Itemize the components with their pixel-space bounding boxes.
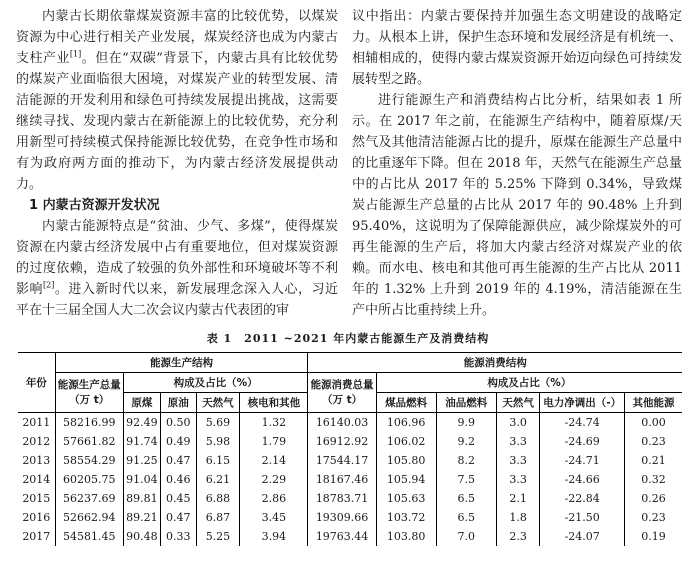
table-cell: 92.49: [123, 413, 160, 433]
table-cell: 52662.94: [55, 508, 123, 527]
col-header-consumption-4: 其他能源: [624, 393, 682, 413]
table-cell: -24.07: [540, 527, 624, 546]
table-caption: 表 1 2011 ~2021 年内蒙古能源生产及消费结构: [206, 332, 490, 345]
table-row: [18, 527, 682, 546]
table-cell: 6.21: [196, 470, 240, 489]
table-cell: 105.94: [376, 470, 436, 489]
table-cell: 6.87: [196, 508, 240, 527]
table-cell: 91.25: [123, 451, 160, 470]
table-cell: 106.96: [376, 413, 436, 433]
table-cell: 105.63: [376, 489, 436, 508]
table-cell: 58554.29: [55, 451, 123, 470]
table-cell: 2014: [22, 473, 51, 486]
table-cell: 0.00: [624, 413, 682, 433]
table-cell: 2012: [22, 435, 51, 448]
table-cell: 91.04: [123, 470, 160, 489]
table-cell: 0.32: [624, 470, 682, 489]
header-production-total: 能源生产总量（万 t）: [55, 373, 123, 413]
table-cell: 0.45: [160, 489, 196, 508]
table-cell: 2.3: [496, 527, 540, 546]
citation-ref[interactable]: [2]: [43, 280, 55, 290]
right-column: [352, 6, 682, 321]
col-header-production-0: 原煤: [123, 393, 160, 413]
table-cell: 2011: [22, 416, 51, 429]
table-cell: 1.79: [240, 432, 308, 451]
table-cell: 16140.03: [308, 413, 376, 433]
energy-table: [18, 352, 682, 546]
table-cell: 105.80: [376, 451, 436, 470]
table-cell: 0.49: [160, 432, 196, 451]
table-cell: 0.46: [160, 470, 196, 489]
right-paragraph-1: 议中指出：内蒙古要保持并加强生态文明建设的战略定力。从根本上讲，保护生态环境和发展经济是有机统一、相辅相成的，使得内蒙古煤炭资源开始迈向绿色可持续发展转型之路。: [352, 9, 682, 87]
table-cell: 0.23: [624, 432, 682, 451]
table-cell: 3.3: [496, 432, 540, 451]
table-body: [18, 413, 682, 547]
table-cell: 3.94: [240, 527, 308, 546]
table-cell: 17544.17: [308, 451, 376, 470]
table-cell: 2.1: [496, 489, 540, 508]
table-cell: 6.5: [436, 508, 496, 527]
table-cell: 89.21: [123, 508, 160, 527]
table-cell: 18167.46: [308, 470, 376, 489]
table-cell: 58216.99: [55, 413, 123, 433]
table-cell: 1.8: [496, 508, 540, 527]
table-row: [18, 489, 682, 508]
table-cell: 3.3: [496, 470, 540, 489]
table-cell: -24.71: [540, 451, 624, 470]
table-cell: 18783.71: [308, 489, 376, 508]
table-cell: 2013: [22, 454, 51, 467]
table-cell: 2016: [22, 511, 51, 524]
col-header-production-2: 天然气: [196, 393, 240, 413]
left-paragraph-1: 内蒙古长期依靠煤炭资源丰富的比较优势，以煤炭资源为中心进行相关产业发展，煤炭经济也成为内蒙古支柱产业[1]。但在“双碳”背景下，内蒙古具有比较优势的煤炭产业面临很大困境，对煤炭产业的转型发展、清洁能源的开发利用和绿色可持续发展提出挑战，这需要继续寻找、发现内蒙古在新能源上的比较优势，充分利用新型可持续模式保持能源比较优势，在竞争性市场和有为政府两方面的推动下，为内蒙古经济发展提供动力。: [16, 9, 338, 192]
table-cell: 2015: [22, 492, 51, 505]
table-cell: 2.14: [240, 451, 308, 470]
table-cell: 6.88: [196, 489, 240, 508]
table-cell: 0.19: [624, 527, 682, 546]
table-cell: 90.48: [123, 527, 160, 546]
table-cell: 0.47: [160, 451, 196, 470]
table-cell: 19763.44: [308, 527, 376, 546]
table-cell: -21.50: [540, 508, 624, 527]
table-cell: 56237.69: [55, 489, 123, 508]
table-cell: 60205.75: [55, 470, 123, 489]
table-cell: 9.9: [436, 413, 496, 433]
header-consumption-group: 能源消费结构: [308, 353, 682, 373]
table-cell: 91.74: [123, 432, 160, 451]
table-cell: 0.21: [624, 451, 682, 470]
table-cell: 106.02: [376, 432, 436, 451]
table-row: [18, 451, 682, 470]
table-cell: 6.15: [196, 451, 240, 470]
table-row: [18, 413, 682, 433]
col-header-consumption-0: 煤品燃料: [376, 393, 436, 413]
col-header-production-1: 原油: [160, 393, 196, 413]
col-header-consumption-3: 电力净调出（-）: [540, 393, 624, 413]
table-cell: 5.98: [196, 432, 240, 451]
table-cell: 0.23: [624, 508, 682, 527]
table-cell: 3.3: [496, 451, 540, 470]
table-row: [18, 432, 682, 451]
table-cell: 9.2: [436, 432, 496, 451]
table-cell: -24.66: [540, 470, 624, 489]
header-production-group: 能源生产结构: [55, 353, 308, 373]
table-cell: 5.25: [196, 527, 240, 546]
table-cell: 54581.45: [55, 527, 123, 546]
table-cell: 7.5: [436, 470, 496, 489]
table-cell: 1.32: [240, 413, 308, 433]
header-production-structure: 构成及占比（%）: [123, 373, 308, 393]
section-heading: 1 内蒙古资源开发状况: [29, 198, 160, 213]
table-cell: 16912.92: [308, 432, 376, 451]
table-cell: 6.5: [436, 489, 496, 508]
table-cell: 3.45: [240, 508, 308, 527]
table-cell: 0.47: [160, 508, 196, 527]
table-row: [18, 470, 682, 489]
table-cell: -24.74: [540, 413, 624, 433]
header-consumption-total: 能源消费总量（万 t）: [308, 373, 376, 413]
header-year: 年份: [18, 353, 55, 413]
right-paragraph-2: 进行能源生产和消费结构占比分析，结果如表 1 所示。在 2017 年之前，在能源生产结构中，随着原煤/天然气及其他清洁能源占比的提升，原煤在能源生产总量中的比重逐年下降。但在 2018 年，天然气在能源生产总量中的占比从 2017 年的 5.25% 下降到 0.34%，导致煤炭占能源生产总量的占比从 2017 年的 90.48% 上升到 95.40%，这说明为了保障能源供应，减少除煤炭外的可再生能源的生产后，将加大内蒙古经济对煤炭产业的依赖。而水电、核电和其他可再生能源的生产占比从 2011 年的 1.32% 上升到 2019 年的 4.19%，清洁能源在生产中所占比重持续上升。: [352, 93, 682, 318]
table-cell: 7.0: [436, 527, 496, 546]
table-cell: 2.86: [240, 489, 308, 508]
header-consumption-structure: 构成及占比（%）: [376, 373, 682, 393]
col-header-production-3: 核电和其他: [240, 393, 308, 413]
table-row: [18, 508, 682, 527]
left-column: [16, 6, 338, 321]
table-cell: 2017: [22, 530, 51, 543]
table-cell: 0.26: [624, 489, 682, 508]
table-cell: 3.0: [496, 413, 540, 433]
col-header-consumption-1: 油品燃料: [436, 393, 496, 413]
table-cell: -24.69: [540, 432, 624, 451]
table-cell: 8.2: [436, 451, 496, 470]
table-cell: -22.84: [540, 489, 624, 508]
table-cell: 5.69: [196, 413, 240, 433]
table-cell: 2.29: [240, 470, 308, 489]
table-cell: 0.50: [160, 413, 196, 433]
table-cell: 103.80: [376, 527, 436, 546]
citation-ref[interactable]: [1]: [69, 49, 82, 59]
table-cell: 0.33: [160, 527, 196, 546]
left-paragraph-2: 内蒙古能源特点是“贫油、少气、多煤”，使得煤炭资源在内蒙古经济发展中占有重要地位，但对煤炭资源的过度依赖，造成了较强的负外部性和环境破坏等不利影响[2]。进入新时代以来，新发展理念深入人心，习近平在十三届全国人大二次会议内蒙古代表团的审: [16, 219, 338, 318]
table-cell: 19309.66: [308, 508, 376, 527]
table-cell: 89.81: [123, 489, 160, 508]
col-header-consumption-2: 天然气: [496, 393, 540, 413]
table-cell: 103.72: [376, 508, 436, 527]
table-cell: 57661.82: [55, 432, 123, 451]
